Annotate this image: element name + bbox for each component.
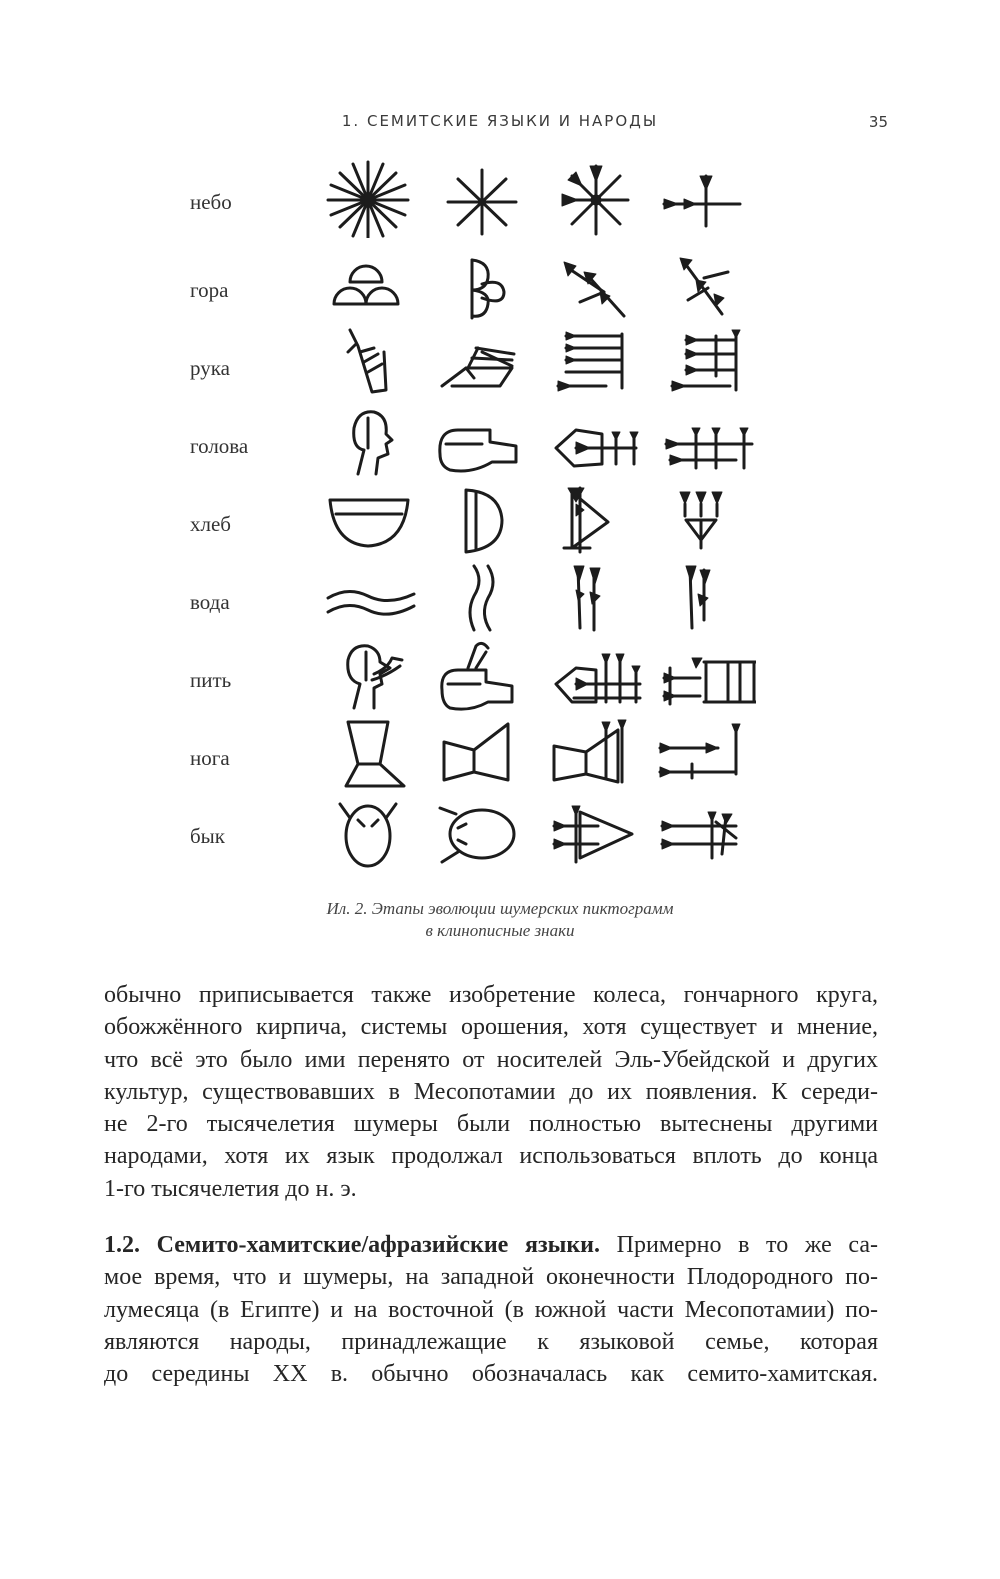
ox-rotated-icon [432,794,532,872]
row-label: бык [190,824,225,848]
mountain-rotated-icon [432,248,532,326]
paragraph-line: обожжённого кирпича, системы орошения, хотя существует и мнение, [104,1014,878,1041]
bread-rotated-icon [432,482,532,560]
figure-caption [0,898,1000,942]
row-label: голова [190,434,249,458]
ox-late-cuneiform-icon [656,794,756,872]
paragraph-line: народами, хотя их язык продолжал использоваться вплоть до конца [104,1143,878,1170]
section-heading: 1.2. Семито-хамитские/афразийские языки. [104,1232,600,1258]
sky-pictogram-icon [318,160,418,238]
figure-row-head [0,404,1000,482]
row-label: нога [190,746,230,770]
ox-cuneiform-icon [546,794,646,872]
hand-pictogram-icon [318,326,418,404]
hand-rotated-icon [432,326,532,404]
caption-line: Ил. 2. Этапы эволюции шумерских пиктограмм [326,899,674,918]
row-label: пить [190,668,232,692]
section-paragraph [104,1229,878,1390]
water-pictogram-icon [318,560,418,638]
paragraph-line: не 2-го тысячелетия шумеры были полностью вытеснены другими [104,1111,878,1138]
section-first-line [104,1229,878,1261]
running-head: 1. СЕМИТСКИЕ ЯЗЫКИ И НАРОДЫ [341,112,659,130]
drink-pictogram-icon [318,638,418,716]
figure-row-bread [0,482,1000,560]
paragraph-line: мое время, что и шумеры, на западной оконечности Плодородного по- [104,1264,878,1291]
hand-late-cuneiform-icon [656,326,756,404]
figure-row-sky [0,160,1000,238]
row-label: рука [190,356,230,380]
caption-line: в клинописные знаки [425,921,575,940]
row-label: гора [190,278,229,302]
mountain-cuneiform-icon [546,248,646,326]
page-number: 35 [868,113,888,131]
head-pictogram-icon [318,404,418,482]
drink-cuneiform-icon [546,638,646,716]
hand-cuneiform-icon [546,326,646,404]
mountain-pictogram-icon [318,248,418,326]
water-late-cuneiform-icon [656,560,756,638]
figure-row-foot [0,716,1000,794]
bread-late-cuneiform-icon [656,482,756,560]
section-first-line-text: Примерно в то же са- [599,1232,878,1258]
figure-row-drink [0,638,1000,716]
paragraph-line: до середины XX в. обычно обозначалась как семито-хамитская. [104,1361,878,1388]
paragraph-line: 1-го тысячелетия до н. э. [104,1175,357,1202]
figure-row-mountain [0,248,1000,326]
ox-pictogram-icon [318,794,418,872]
water-cuneiform-icon [546,560,646,638]
figure-row-ox [0,794,1000,872]
paragraph-line: являются народы, принадлежащие к языковой семье, которая [104,1328,878,1355]
foot-pictogram-icon [318,716,418,794]
body-paragraph [104,979,878,1205]
mountain-late-cuneiform-icon [656,248,756,326]
row-label: хлеб [190,512,231,536]
foot-rotated-icon [432,716,532,794]
row-label: вода [190,590,230,614]
pictogram-figure [0,160,1000,890]
drink-late-cuneiform-icon [656,638,756,716]
sky-cuneiform-icon [546,160,646,238]
bread-pictogram-icon [318,482,418,560]
paragraph-line: лумесяца (в Египте) и на восточной (в южной части Месопотамии) по- [104,1296,878,1323]
sky-late-cuneiform-icon [656,160,756,238]
paragraph-line: что всё это было ими перенято от носителей Эль-Убейдской и других [104,1046,878,1073]
row-label: небо [190,190,232,214]
head-cuneiform-icon [546,404,646,482]
sky-rotated-icon [432,160,532,238]
head-late-cuneiform-icon [656,404,756,482]
head-rotated-icon [432,404,532,482]
foot-late-cuneiform-icon [656,716,756,794]
water-rotated-icon [432,560,532,638]
figure-row-water [0,560,1000,638]
foot-cuneiform-icon [546,716,646,794]
paragraph-line: обычно приписывается также изобретение колеса, гончарного круга, [104,982,878,1008]
drink-rotated-icon [432,638,532,716]
bread-cuneiform-icon [546,482,646,560]
figure-row-hand [0,326,1000,404]
paragraph-line: культур, существовавших в Месопотамии до их появления. К середи- [104,1078,878,1105]
